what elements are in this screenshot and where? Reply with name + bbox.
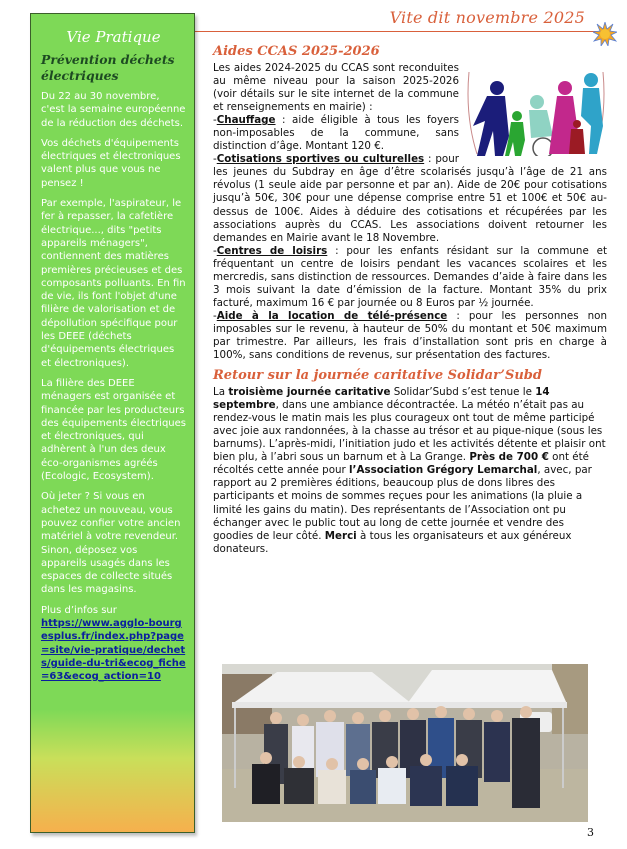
sidebar-title: Vie Pratique xyxy=(66,28,161,46)
sidebar-subtitle: Prévention déchets électriques xyxy=(41,52,175,83)
newsletter-title: Vite dit novembre 2025 xyxy=(389,8,585,27)
solidar-body xyxy=(213,386,607,556)
ccas-item-label: Cotisations sportives ou culturelles xyxy=(216,153,425,166)
solidar-text-segment: , dans une ambiance décontractée. La météo n’était pas au rendez-vous le matin mais les plus courageux ont tout de même participé avec joie aux randonnées, à la chasse au trésor et au pique-nique (sous les barnums). L’après-midi, l’initiation judo et les activités détente et plaisir ont bien plu, à l’abri sous un barnum et à La Grange. xyxy=(213,399,606,464)
sidebar-paragraph: Par exemple, l'aspirateur, le fer à repasser, la cafetière électrique..., dits "petits appareils ménagers", contiennent des matières premières précieuses et des composants polluants. En fin de vie, ils font l'objet d'une filière de valorisation et de dépollution spécifique pour les DEEE (déchets d'équipements électriques et électroniques). xyxy=(41,198,186,369)
ccas-item-text: : pour les enfants résidant sur la commune et fréquentant un centre de loisirs pendant les vacances scolaires et les mercredis, sans distinction de ressources. Demandes d’aide à faire dans les 3 mois suivant la date d’émission de la facture. Montant 35% du prix facturé, maximum 16 € par journée ou 8 Euros par ½ journée. xyxy=(213,244,607,309)
solidar-text-segment: , avec, par rapport au 2 premières éditions, beaucoup plus de dons libres des participants et moins de sommes reçues pour les animations (la pluie a limité les gains du matin). Des représentants de l’Association ont pu échanger avec le public tout au long de cette journée et vendre des goodies de leur côté. xyxy=(213,464,592,542)
solidar-bold-segment: Merci xyxy=(324,529,357,542)
sidebar-more-info xyxy=(41,604,186,684)
ccas-item-text: : pour les personnes non imposables sur le revenu, à hauteur de 50% du montant et 50€ maximum par trimestre. Par ailleurs, les frais d’installation sont pris en charge à 100%, sans conditions de revenus, sur présentation des factures. xyxy=(213,309,607,362)
sidebar-vie-pratique xyxy=(30,13,195,833)
sidebar-paragraph: La filière des DEEE ménagers est organisée et financée par les producteurs des équipements électriques et électroniques, qui adhèrent à l'un des deux éco-organismes agréés (Ecologic, Ecosystem). xyxy=(41,377,186,483)
ccas-item: -Aide à la location de télé-présence : pour les personnes non imposables sur le revenu, à hauteur de 50% du montant et 50€ maximum par trimestre. Par ailleurs, les frais d’installation sont pris en charge à 100%, sans conditions de revenus, sur présentation des factures. xyxy=(213,309,607,362)
solidar-bold-segment: l’Association Grégory Lemarchal xyxy=(349,464,538,477)
recycling-guide-link[interactable]: https://www.agglo-bourgesplus.fr/index.php?page=site/vie-pratique/dechets/guide-du-tri&ecog_fiche=63&ecog_action=10 xyxy=(41,617,186,683)
ccas-item: -Cotisations sportives ou culturelles : pour les jeunes du Subdray en âge d’être scolarisés jusqu’à l’âge de 21 ans révolus (1 seule aide par personne et par an). Aide de 20€ pour cotisations jusqu’à 50€, 30€ pour une dépense comprise entre 51 et 100€ et 50€ au-dessus de 100€. Aides à déduire des cotisations et récupérées par les associations auprès du CCAS. Les associations doivent retourner les demandes en Mairie avant le 18 Novembre. xyxy=(213,153,607,244)
group-photo xyxy=(222,664,588,822)
solidar-text-segment: ont été récoltés cette année pour xyxy=(213,451,589,477)
sun-burst-icon xyxy=(593,22,617,46)
families-illustration xyxy=(465,66,607,156)
solidar-bold-segment: Près de 700 € xyxy=(469,451,549,464)
article-solidar-subd xyxy=(213,368,607,556)
solidar-text-segment: Solidar’Subd s’est tenue le xyxy=(390,386,536,399)
ccas-item-label: Centres de loisirs xyxy=(216,244,328,257)
ccas-item: -Chauffage : aide éligible à tous les foyers non-imposables de la commune, sans distinction d’âge. Montant 120 €. xyxy=(213,114,459,153)
ccas-item: -Centres de loisirs : pour les enfants résidant sur la commune et fréquentant un centre de loisirs pendant les vacances scolaires et les mercredis, sans distinction de ressources. Demandes d’aide à faire dans les 3 mois suivant la date d’émission de la facture. Montant 35% du prix facturé, maximum 16 € par journée ou 8 Euros par ½ journée. xyxy=(213,244,607,309)
sidebar-paragraph: Du 22 au 30 novembre, c'est la semaine européenne de la réduction des déchets. xyxy=(41,91,186,129)
solidar-bold-segment: troisième journée caritative xyxy=(228,386,391,399)
solidar-text-segment: La xyxy=(213,386,229,399)
page-number: 3 xyxy=(587,826,594,839)
solidar-bold-segment: 14 septembre xyxy=(213,386,550,412)
header-rule xyxy=(168,31,598,32)
article-title-ccas: Aides CCAS 2025-2026 xyxy=(213,44,380,59)
main-column xyxy=(213,44,607,556)
ccas-item-text: : aide éligible à tous les foyers non-imposables de la commune, sans distinction d’âge. Montant 120 €. xyxy=(213,114,459,153)
ccas-intro: Les aides 2024-2025 du CCAS sont reconduites au même niveau pour la saison 2025-2026 (voir détails sur le site internet de la commune et renseignements en mairie) : xyxy=(213,62,459,114)
solidar-text-segment: à tous les organisateurs et aux généreux donateurs. xyxy=(213,529,572,555)
article-ccas-body xyxy=(213,62,607,362)
ccas-item-text: : pour les jeunes du Subdray en âge d’être scolarisés jusqu’à l’âge de 21 ans révolus (1 seule aide par personne et par an). Aide de 20€ pour cotisations jusqu’à 50€, 30€ pour une dépense comprise entre 51 et 100€ et 50€ au-dessus de 100€. Aides à déduire des cotisations et récupérées par les associations auprès du CCAS. Les associations doivent retourner les demandes en Mairie avant le 18 Novembre. xyxy=(213,153,607,244)
sidebar-paragraph: Vos déchets d'équipements électriques et électroniques valent plus que vous ne pensez ! xyxy=(41,137,181,189)
article-title-solidar: Retour sur la journée caritative Solidar’Subd xyxy=(213,368,542,384)
sidebar-paragraph: Où jeter ? Si vous en achetez un nouveau, vous pouvez confier votre ancien matériel à votre revendeur. Sinon, déposez vos appareils usagés dans les espaces de collecte situés dans les magasins. xyxy=(41,491,181,596)
more-info-label: Plus d’infos sur xyxy=(41,604,117,616)
ccas-item-label: Chauffage xyxy=(216,114,276,127)
ccas-item-label: Aide à la location de télé-présence xyxy=(216,309,448,322)
